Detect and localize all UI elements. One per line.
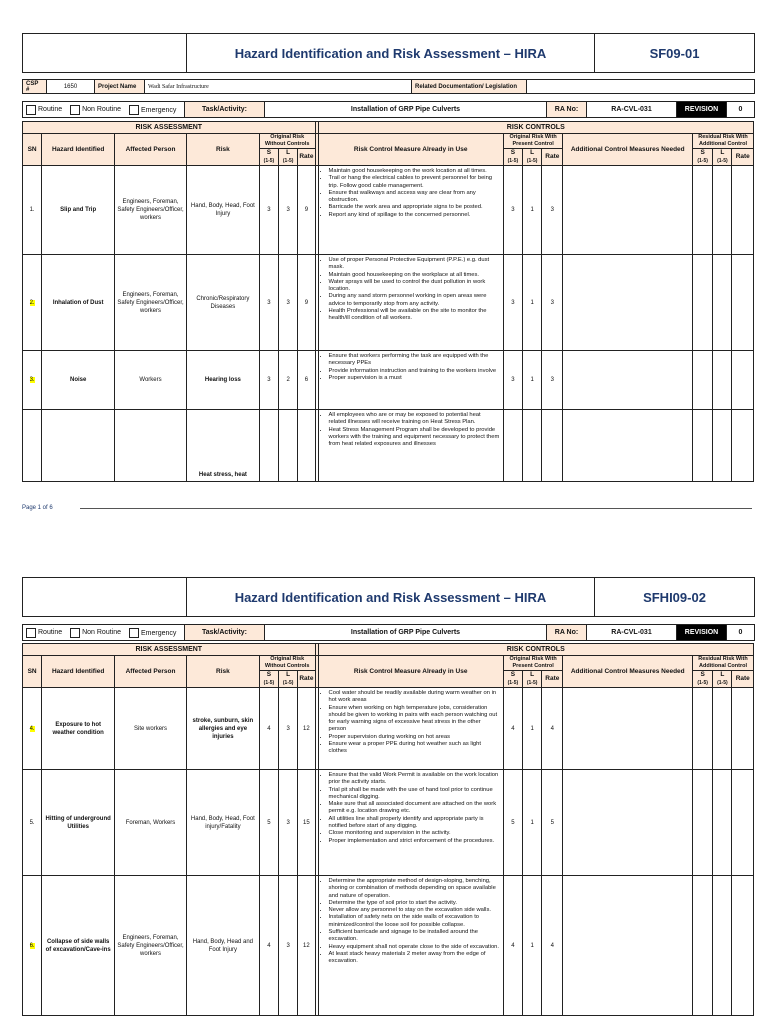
l-value-cell: 1 [523, 688, 542, 770]
rate-header: Rate [732, 671, 754, 688]
control-measure-item: • Use of proper Personal Protective Equipment (P.P.E.) e.g. dust mask. [329, 257, 500, 272]
l-value-cell: 3 [279, 770, 298, 876]
residual-rate-cell [732, 688, 754, 770]
residual-l-cell [713, 166, 732, 255]
control-measure-header: Risk Control Measure Already in Use [318, 134, 503, 166]
l-header: L (1-5) [523, 671, 542, 688]
revision-label: REVISION [677, 625, 727, 641]
s-header: S (1-5) [503, 149, 522, 166]
sn-cell [23, 255, 42, 351]
revision-label: REVISION [677, 102, 727, 118]
s-value-cell: 4 [259, 688, 278, 770]
affected-person-cell: Workers [115, 351, 187, 410]
hira-page-2 [22, 577, 754, 617]
control-measures-cell [318, 876, 503, 1016]
residual-l-cell [713, 351, 732, 410]
rate-value-cell: 9 [298, 255, 315, 351]
rate-value-cell: 4 [542, 876, 563, 1016]
sn-cell [23, 688, 42, 770]
hazard-cell: Slip and Trip [42, 166, 115, 255]
s-header: S (1-5) [259, 671, 278, 688]
project-name-label: Project Name [95, 80, 145, 94]
ra-no-label: RA No: [547, 102, 587, 118]
control-measures-cell [318, 770, 503, 876]
residual-s-cell [693, 255, 713, 351]
residual-rate-cell [732, 410, 754, 482]
csp-value: 1650 [47, 80, 95, 94]
risk-cell: Hand, Body, Head, Foot Injury [186, 166, 259, 255]
s-value-cell: 3 [259, 255, 278, 351]
non-routine-label: Non Routine [82, 106, 122, 114]
rate-value-cell: 15 [298, 770, 315, 876]
emergency-label: Emergency [140, 106, 177, 114]
control-measure-item: • Ensure that the valid Work Permit is available on the work location prior the activity starts. [329, 772, 500, 787]
rate-value-cell: 3 [542, 255, 563, 351]
residual-risk-header: Residual Risk With Additional Control [693, 656, 754, 671]
s-value-cell: 4 [503, 688, 522, 770]
routine-checkbox[interactable] [26, 105, 36, 115]
sn-value: 2. [29, 299, 35, 306]
risk-table-page-1 [22, 121, 754, 482]
rate-value-cell: 5 [542, 770, 563, 876]
task-value: Installation of GRP Pipe Culverts [265, 625, 547, 641]
routine-checkbox[interactable] [26, 628, 36, 638]
task-value: Installation of GRP Pipe Culverts [265, 102, 547, 118]
page-footer: Page 1 of 6 [22, 505, 53, 511]
residual-s-cell [693, 351, 713, 410]
rate-header: Rate [542, 671, 563, 688]
rate-header: Rate [542, 149, 563, 166]
rate-value-cell: 4 [542, 688, 563, 770]
control-measure-item: • Trial pit shall be made with the use of hand tool prior to continue mechanical digging. [329, 787, 500, 802]
s-value-cell: 3 [259, 166, 278, 255]
hazard-cell: Noise [42, 351, 115, 410]
control-measure-item: • Determine the type of soil prior to start the activity. [329, 900, 500, 907]
header-table [22, 33, 755, 73]
risk-controls-header: RISK CONTROLS [318, 122, 753, 134]
control-measure-item: • Sufficient barricade and signage to be installed around the excavation. [329, 929, 500, 944]
l-value-cell [523, 410, 542, 482]
s-header: S (1-5) [259, 149, 278, 166]
s-header: S (1-5) [503, 671, 522, 688]
non-routine-checkbox[interactable] [70, 105, 80, 115]
table-row [23, 255, 754, 351]
residual-l-cell [713, 770, 732, 876]
additional-control-cell [563, 166, 693, 255]
l-value-cell: 3 [279, 688, 298, 770]
residual-s-cell [693, 688, 713, 770]
risk-assessment-header: RISK ASSESSMENT [23, 122, 316, 134]
sn-value: 1. [29, 207, 35, 213]
l-value-cell: 2 [279, 351, 298, 410]
project-name-value: Wadi Safar Infrastructure [145, 80, 412, 94]
task-row [22, 101, 754, 118]
non-routine-label: Non Routine [82, 629, 122, 637]
control-measure-item: • All employees who are or may be exposed to potential heat related illnesses will receive training on Heat Stress Plan. [329, 412, 500, 427]
rate-header: Rate [298, 149, 315, 166]
additional-control-cell [563, 770, 693, 876]
control-measure-item: • Heat Stress Management Program shall be developed to provide workers with the training and equipment necessary to protect them from heat related exposures and illnesses [329, 427, 500, 449]
rate-value-cell [542, 410, 563, 482]
routine-type-options [23, 102, 185, 118]
control-measure-item: • Never allow any personnel to stay on the excavation side walls. [329, 907, 500, 914]
risk-rows [23, 688, 754, 1016]
control-measure-item: • Maintain good housekeeping on the work location at all times. [329, 168, 500, 175]
residual-rate-cell [732, 770, 754, 876]
page-title: Hazard Identification and Risk Assessment – HIRA [187, 34, 595, 73]
routine-type-options [23, 625, 185, 641]
related-doc-label: Related Documentation/ Legislation [412, 80, 527, 94]
additional-control-cell [563, 255, 693, 351]
l-value-cell: 3 [279, 876, 298, 1016]
affected-person-cell: Foreman, Workers [115, 770, 187, 876]
table-row [23, 410, 754, 482]
footer-rule [80, 508, 752, 509]
s-value-cell: 4 [259, 876, 278, 1016]
residual-rate-cell [732, 166, 754, 255]
non-routine-checkbox[interactable] [70, 628, 80, 638]
s-value-cell [259, 410, 278, 482]
additional-control-header: Additional Control Measures Needed [563, 134, 693, 166]
table-row [23, 770, 754, 876]
original-risk-without-header: Original Risk Without Controls [259, 134, 315, 149]
table-row [23, 166, 754, 255]
control-measure-item: • Heavy equipment shall not operate close to the side of excavation. [329, 944, 500, 951]
affected-person-cell [115, 410, 187, 482]
affected-header: Affected Person [115, 656, 187, 688]
s-value-cell: 4 [503, 876, 522, 1016]
control-measure-item: • Ensure that workers performing the task are equipped with the necessary PPEs [329, 353, 500, 368]
hazard-cell [42, 410, 115, 482]
rate-value-cell: 9 [298, 166, 315, 255]
residual-l-cell [713, 876, 732, 1016]
residual-l-cell [713, 410, 732, 482]
table-row [23, 351, 754, 410]
control-measure-item: • Close monitoring and supervision in the activity. [329, 830, 500, 837]
control-measure-item: • At least stack heavy materials 2 meter away from the edge of excavation. [329, 951, 500, 966]
sn-header: SN [23, 656, 42, 688]
risk-header: Risk [186, 134, 259, 166]
sn-cell [23, 166, 42, 255]
hazard-cell: Exposure to hot weather condition [42, 688, 115, 770]
document-number: SFHI09-02 [595, 578, 755, 617]
emergency-label: Emergency [140, 629, 177, 637]
control-measure-item: • Water sprays will be used to control the dust pollution in work location. [329, 279, 500, 294]
csp-label: CSP # [23, 80, 47, 94]
logo-cell [23, 34, 187, 73]
page-title: Hazard Identification and Risk Assessment – HIRA [187, 578, 595, 617]
control-measure-item: • Cool water should be readily available during warm weather on in hot work areas [329, 690, 500, 705]
ra-no-value: RA-CVL-031 [587, 102, 677, 118]
rate-value-cell [298, 410, 315, 482]
revision-value: 0 [727, 102, 755, 118]
risk-cell: Hand, Body, Head, Foot injury/Fatality [186, 770, 259, 876]
control-measure-item: • Ensure wear a proper PPE during hot weather such as light clothes [329, 741, 500, 756]
l-value-cell: 1 [523, 255, 542, 351]
s-value-cell: 3 [503, 255, 522, 351]
s-value-cell: 3 [503, 166, 522, 255]
control-measure-item: • All utilities line shall properly identify and appropriate party is notified before start of any digging. [329, 816, 500, 831]
meta-row [22, 79, 754, 94]
control-measure-item: • Proper supervision during working on hot areas [329, 734, 500, 741]
table-row [23, 688, 754, 770]
control-measures-cell [318, 255, 503, 351]
affected-header: Affected Person [115, 134, 187, 166]
l-value-cell: 3 [279, 255, 298, 351]
residual-rate-cell [732, 351, 754, 410]
risk-cell: Hand, Body, Head and Foot Injury [186, 876, 259, 1016]
l-value-cell: 1 [523, 351, 542, 410]
l-value-cell: 1 [523, 166, 542, 255]
additional-control-cell [563, 688, 693, 770]
control-measure-item: • Health Professional will be available on the site to monitor the health/ill condition of all workers. [329, 308, 500, 323]
control-measure-item: • Report any kind of spillage to the concerned personnel. [329, 212, 500, 219]
l-value-cell [279, 410, 298, 482]
additional-control-cell [563, 876, 693, 1016]
routine-label: Routine [38, 106, 63, 114]
rate-value-cell: 12 [298, 876, 315, 1016]
control-measures-cell [318, 410, 503, 482]
risk-controls-header: RISK CONTROLS [318, 644, 753, 656]
rate-header: Rate [732, 149, 754, 166]
residual-risk-header: Residual Risk With Additional Control [693, 134, 754, 149]
l-header: L (1-5) [279, 149, 298, 166]
l-value-cell: 1 [523, 876, 542, 1016]
additional-control-cell [563, 351, 693, 410]
task-row [22, 624, 754, 641]
logo-cell [23, 578, 187, 617]
sn-value: 3. [29, 377, 35, 383]
sn-header: SN [23, 134, 42, 166]
control-measure-item: • Determine the appropriate method of design-sloping, benching, shoring or combination of methods depending on space available and nature of operation. [329, 878, 500, 900]
residual-s-cell [693, 770, 713, 876]
control-measure-item: • Installation of safety nets on the side walls of excavation to minimized/control the loose soil for possible collapse. [329, 914, 500, 929]
routine-label: Routine [38, 629, 63, 637]
affected-person-cell: Site workers [115, 688, 187, 770]
s-value-cell: 3 [503, 351, 522, 410]
residual-rate-cell [732, 255, 754, 351]
risk-rows [23, 166, 754, 482]
header-table [22, 577, 755, 617]
ra-no-value: RA-CVL-031 [587, 625, 677, 641]
sn-value: 6. [29, 942, 35, 949]
residual-s-cell [693, 166, 713, 255]
control-measure-item: • Provide information instruction and training to the workers involve [329, 368, 500, 375]
l-header: L (1-5) [713, 149, 732, 166]
rate-value-cell: 3 [542, 166, 563, 255]
revision-value: 0 [727, 625, 755, 641]
s-value-cell: 3 [259, 351, 278, 410]
control-measure-item: • During any sand storm personnel working in open areas were advice to temporarily stop from any activity. [329, 293, 500, 308]
risk-table-page-2 [22, 643, 754, 1016]
rate-header: Rate [298, 671, 315, 688]
risk-cell: Heat stress, heat [186, 410, 259, 482]
control-measures-cell [318, 351, 503, 410]
affected-person-cell: Engineers, Foreman, Safety Engineers/Officer, workers [115, 876, 187, 1016]
residual-l-cell [713, 688, 732, 770]
control-measures-cell [318, 166, 503, 255]
original-risk-with-header: Original Risk With Present Control [503, 656, 563, 671]
additional-control-cell [563, 410, 693, 482]
control-measure-header: Risk Control Measure Already in Use [318, 656, 503, 688]
control-measure-item: • Trail or hang the electrical cables to prevent personnel for being trip. Follow good cable management. [329, 175, 500, 190]
emergency-checkbox[interactable] [129, 105, 139, 115]
control-measures-cell [318, 688, 503, 770]
control-measure-item: • Maintain good housekeeping on the workplace at all times. [329, 272, 500, 279]
rate-value-cell: 6 [298, 351, 315, 410]
sn-cell [23, 410, 42, 482]
risk-assessment-header: RISK ASSESSMENT [23, 644, 316, 656]
residual-l-cell [713, 255, 732, 351]
l-header: L (1-5) [523, 149, 542, 166]
hazard-header: Hazard Identified [42, 134, 115, 166]
l-header: L (1-5) [279, 671, 298, 688]
s-value-cell: 5 [503, 770, 522, 876]
sn-cell [23, 770, 42, 876]
table-row [23, 876, 754, 1016]
hira-page-1 [22, 33, 754, 73]
affected-person-cell: Engineers, Foreman, Safety Engineers/Officer, workers [115, 255, 187, 351]
risk-header: Risk [186, 656, 259, 688]
l-value-cell: 3 [279, 166, 298, 255]
s-header: S (1-5) [693, 149, 713, 166]
risk-cell: Chronic/Respiratory Diseases [186, 255, 259, 351]
s-value-cell [503, 410, 522, 482]
sn-value: 4. [29, 725, 35, 732]
control-measure-item: • Make sure that all associated document are attached on the work permit e.g. location drawing etc. [329, 801, 500, 816]
sn-cell [23, 351, 42, 410]
emergency-checkbox[interactable] [129, 628, 139, 638]
document-number: SF09-01 [595, 34, 755, 73]
sn-value: 5. [29, 819, 35, 826]
control-measure-item: • Ensure that walkways and access way are clear from any obstruction. [329, 190, 500, 205]
residual-s-cell [693, 410, 713, 482]
residual-rate-cell [732, 876, 754, 1016]
control-measure-item: • Barricade the work area and appropriate signs to be posted. [329, 204, 500, 211]
hazard-header: Hazard Identified [42, 656, 115, 688]
affected-person-cell: Engineers, Foreman, Safety Engineers/Officer, workers [115, 166, 187, 255]
hazard-cell: Inhalation of Dust [42, 255, 115, 351]
task-label: Task/Activity: [185, 625, 265, 641]
additional-control-header: Additional Control Measures Needed [563, 656, 693, 688]
hazard-cell: Collapse of side walls of excavation/Cave-ins [42, 876, 115, 1016]
rate-value-cell: 3 [542, 351, 563, 410]
control-measure-item: • Proper implementation and strict enforcement of the procedures. [329, 838, 500, 845]
residual-s-cell [693, 876, 713, 1016]
sn-cell [23, 876, 42, 1016]
l-header: L (1-5) [713, 671, 732, 688]
original-risk-with-header: Original Risk With Present Control [503, 134, 563, 149]
risk-cell: Hearing loss [186, 351, 259, 410]
risk-cell: stroke, sunburn, skin allergies and eye injuries [186, 688, 259, 770]
s-value-cell: 5 [259, 770, 278, 876]
ra-no-label: RA No: [547, 625, 587, 641]
l-value-cell: 1 [523, 770, 542, 876]
original-risk-without-header: Original Risk Without Controls [259, 656, 315, 671]
control-measure-item: • Proper supervision is a must [329, 375, 500, 382]
control-measure-item: • Ensure when working on high temperature jobs, consideration should be given to working in pairs with each person watching out for early warning signs of excessive heat stress in the other person [329, 705, 500, 734]
rate-value-cell: 12 [298, 688, 315, 770]
related-doc-value [527, 80, 755, 94]
task-label: Task/Activity: [185, 102, 265, 118]
s-header: S (1-5) [693, 671, 713, 688]
hazard-cell: Hitting of underground Utilities [42, 770, 115, 876]
